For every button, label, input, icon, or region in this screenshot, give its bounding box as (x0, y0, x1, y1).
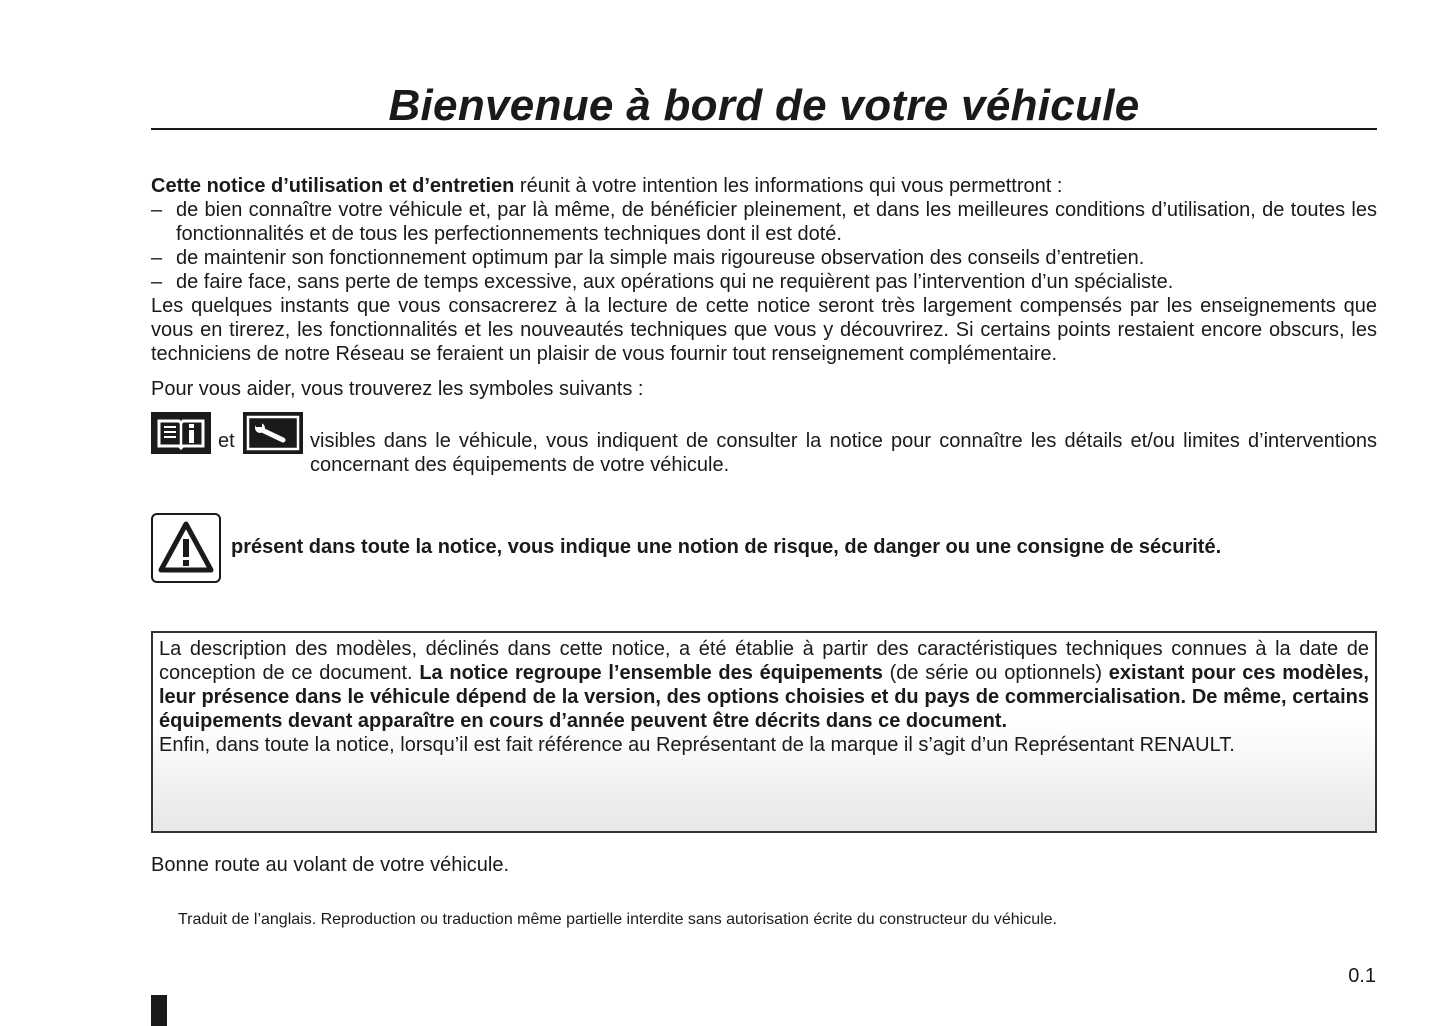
intro-paragraph: Les quelques instants que vous consacrerez à la lecture de cette notice seront très largement compensés par les enseignements que vous en tirerez, les fonctionnalités et les nouveautés techniques que vous y découvrirez. Si certains points restaient encore obscurs, les techniciens de notre Réseau se feraient un plaisir de vous fournir tout renseignement complémentaire. (151, 295, 1377, 365)
note-part3: (de série ou optionnels) (882, 662, 1109, 684)
title-rule (151, 80, 1377, 130)
warning-row (151, 513, 1377, 583)
spanner-icon (243, 412, 303, 454)
list-item (151, 270, 1377, 294)
intro-section (151, 174, 1377, 366)
page-title: Bienvenue à bord de votre véhicule (388, 81, 1140, 130)
list-item-text: de bien connaître votre véhicule et, par là même, de bénéficier pleinement, et dans les meilleures conditions d’utilisation, de toutes les fonctionnalités et de tous les perfectionnements techniques dont il est doté. (176, 199, 1377, 245)
warning-triangle-icon (151, 513, 221, 583)
note-part2: La notice regroupe l’ensemble des équipements (419, 662, 883, 684)
list-dash: – (151, 199, 163, 221)
intro-lead-bold: Cette notice d’utilisation et d’entretien (151, 175, 515, 197)
list-item (151, 246, 1377, 270)
note-part4: existant pour ces modèles, leur présence dans le véhicule dépend de la version, des options choisies et du pays de commercialisation. De même, certains équipements devant apparaître en cours d’année peuvent être décrits dans ce document. (159, 662, 1369, 732)
section-tab (151, 995, 167, 1026)
note-last-line: Enfin, dans toute la notice, lorsqu’il est fait référence au Représentant de la marque il s’agit d’un Représentant RENAULT. (159, 734, 1235, 756)
closing-line: Bonne route au volant de votre véhicule. (151, 854, 510, 876)
symbols-conjunction: et (218, 430, 235, 452)
list-dash: – (151, 271, 163, 293)
symbols-row (151, 412, 1377, 482)
footnote: Traduit de l’anglais. Reproduction ou traduction même partielle interdite sans autorisation écrite du constructeur du véhicule. (178, 911, 1057, 928)
list-item-text: de faire face, sans perte de temps excessive, aux opérations qui ne requièrent pas l’intervention d’un spécialiste. (176, 271, 1174, 293)
warning-text: présent dans toute la notice, vous indique une notion de risque, de danger ou une consigne de sécurité. (231, 536, 1222, 558)
intro-lead (151, 174, 1377, 198)
note-box (151, 631, 1377, 833)
page-number: 0.1 (1348, 965, 1376, 987)
note-part1: La description des modèles, déclinés dans cette notice, a été établie à partir des caractéristiques techniques connues à la date de conception de ce document. (159, 638, 1369, 684)
note-paragraph (159, 637, 1369, 733)
symbols-description: visibles dans le véhicule, vous indiquent de consulter la notice pour connaître les détails et/ou limites d’interventions concernant des équipements de votre véhicule. (310, 430, 1377, 476)
list-item-text: de maintenir son fonctionnement optimum par la simple mais rigoureuse observation des conseils d’entretien. (176, 247, 1145, 269)
list-dash: – (151, 247, 163, 269)
manual-book-icon (151, 412, 211, 454)
intro-lead-rest: réunit à votre intention les informations qui vous permettront : (514, 175, 1063, 197)
symbols-helper: Pour vous aider, vous trouverez les symboles suivants : (151, 378, 644, 400)
list-item (151, 198, 1377, 246)
note-content (159, 637, 1369, 757)
